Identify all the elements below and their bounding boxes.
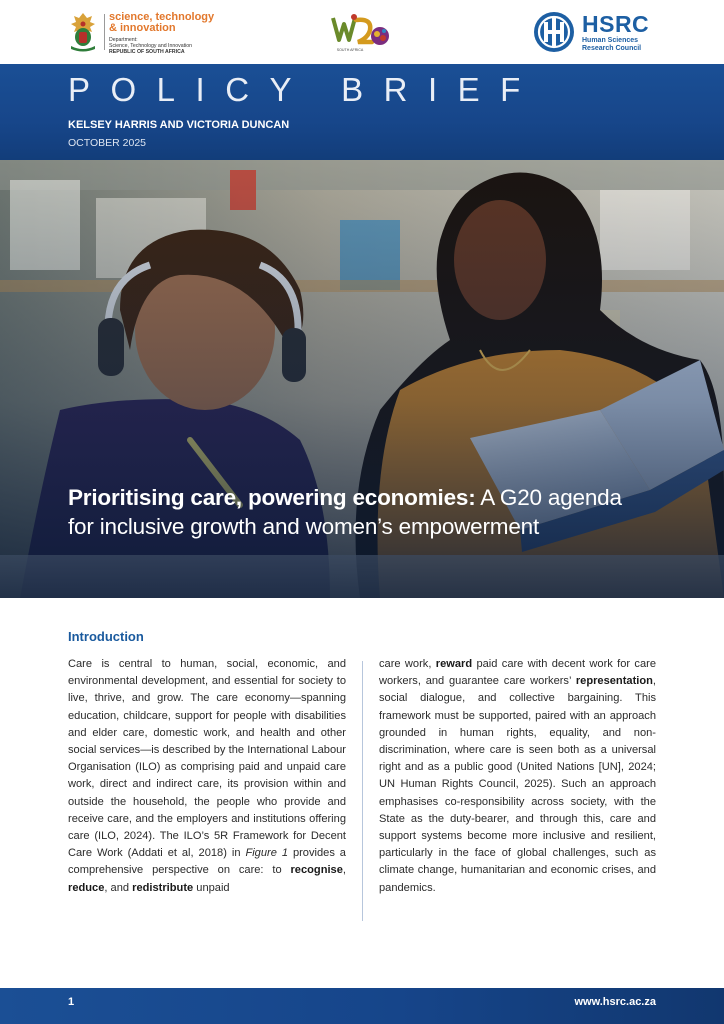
website-link[interactable]: www.hsrc.ac.za — [574, 996, 656, 1008]
body-column-right — [379, 656, 656, 897]
dsti-brand-line2: & innovation — [109, 22, 176, 34]
dsti-dept-line2: Science, Technology and Innovation — [109, 43, 192, 49]
intro-paragraph-part1: Care is central to human, social, economic, and environmental development, and essential for society to live, thrive, and grow. The care economy—spanning education, childcare, support for people with disabilities and elder care, domestic work, and health and other social services—is described by the International Labour Organisation (ILO) as comprising paid and unpaid care work, direct and indirect care, its provision within and outside the household, the people who provide and receive care, and the employers and institutions offering care (ILO, 2024). The ILO’s 5R Framework for Decent Care Work (Addati et al, 2018) in — [68, 658, 346, 860]
dsti-brand-line1: science, technology — [109, 11, 215, 23]
intro-paragraph-part3: unpaid — [193, 881, 230, 894]
page-number: 1 — [68, 996, 75, 1008]
hsrc-sub-line1: Human Sciences — [582, 37, 639, 44]
women-g20-caption: SOUTH AFRICA — [336, 48, 364, 52]
brief-title-rest: A G20 agenda for inclusive growth and women’s empowerment — [68, 485, 622, 539]
header-band — [0, 64, 724, 160]
series-title: POLICY BRIEF — [68, 71, 541, 108]
dsti-dept-line3: REPUBLIC OF SOUTH AFRICA — [109, 49, 185, 55]
dsti-department-text — [109, 37, 192, 55]
keyword-reduce: reduce — [68, 881, 105, 894]
hsrc-sub-line2: Research Council — [582, 44, 642, 52]
keyword-reward: reward — [435, 658, 473, 670]
logo-bar — [0, 0, 724, 64]
column-divider — [362, 661, 363, 921]
keyword-redistribute: redistribute — [132, 881, 194, 894]
page-footer — [0, 988, 724, 1024]
intro-continued-part3: , social dialogue, and collective bargaining. This framework must be supported, paired with an approach grounded in human rights, equality, and non-discrimination, where care is seen both as a universal right and as a public good (United Nations [UN], 2024; UN Human Rights Council, 2025). Such an approach emphasises co-responsibility across society, with the State as the duty-bearer, and through this, care and support systems become more inclusive and resilient, particularly in the face of global challenges, such as climate change, humanitarian and economic crises, and pandemics. — [379, 675, 656, 894]
dsti-brand-text — [109, 12, 214, 34]
dsti-dept-line1: Department: — [109, 37, 138, 43]
publication-date: OCTOBER 2025 — [68, 137, 147, 149]
brief-title-text — [68, 483, 628, 541]
women-g20-mark-icon — [330, 10, 394, 50]
brief-title — [68, 483, 628, 541]
keyword-separator-1: , — [342, 864, 346, 877]
brief-title-bold: Prioritising care, powering economies: — [68, 485, 476, 510]
body-column-left — [68, 656, 346, 897]
keyword-recognise: recognise — [290, 864, 343, 877]
keyword-separator-2: , and — [104, 881, 133, 894]
figure-reference: Figure 1 — [245, 847, 288, 860]
coat-of-arms-icon — [66, 10, 100, 52]
hsrc-logo — [532, 10, 662, 54]
section-heading-introduction: Introduction — [68, 629, 144, 644]
dsti-logo — [66, 10, 215, 56]
women-g20-logo — [330, 10, 394, 56]
keyword-representation: representation — [575, 675, 653, 688]
authors: KELSEY HARRIS AND VICTORIA DUNCAN — [68, 119, 290, 131]
intro-continued-part1: care work, — [379, 658, 436, 670]
hsrc-name: HSRC — [582, 11, 650, 37]
hero-photo — [0, 160, 724, 598]
hsrc-subtitle — [582, 37, 662, 52]
hsrc-globe-icon — [532, 10, 576, 54]
intro-continued-part2: paid care with decent work for care workers, and guarantee care workers’ — [379, 658, 656, 688]
logo-divider — [104, 14, 105, 50]
intro-paragraph-part2: provides a comprehensive perspective on care: to — [68, 847, 346, 877]
